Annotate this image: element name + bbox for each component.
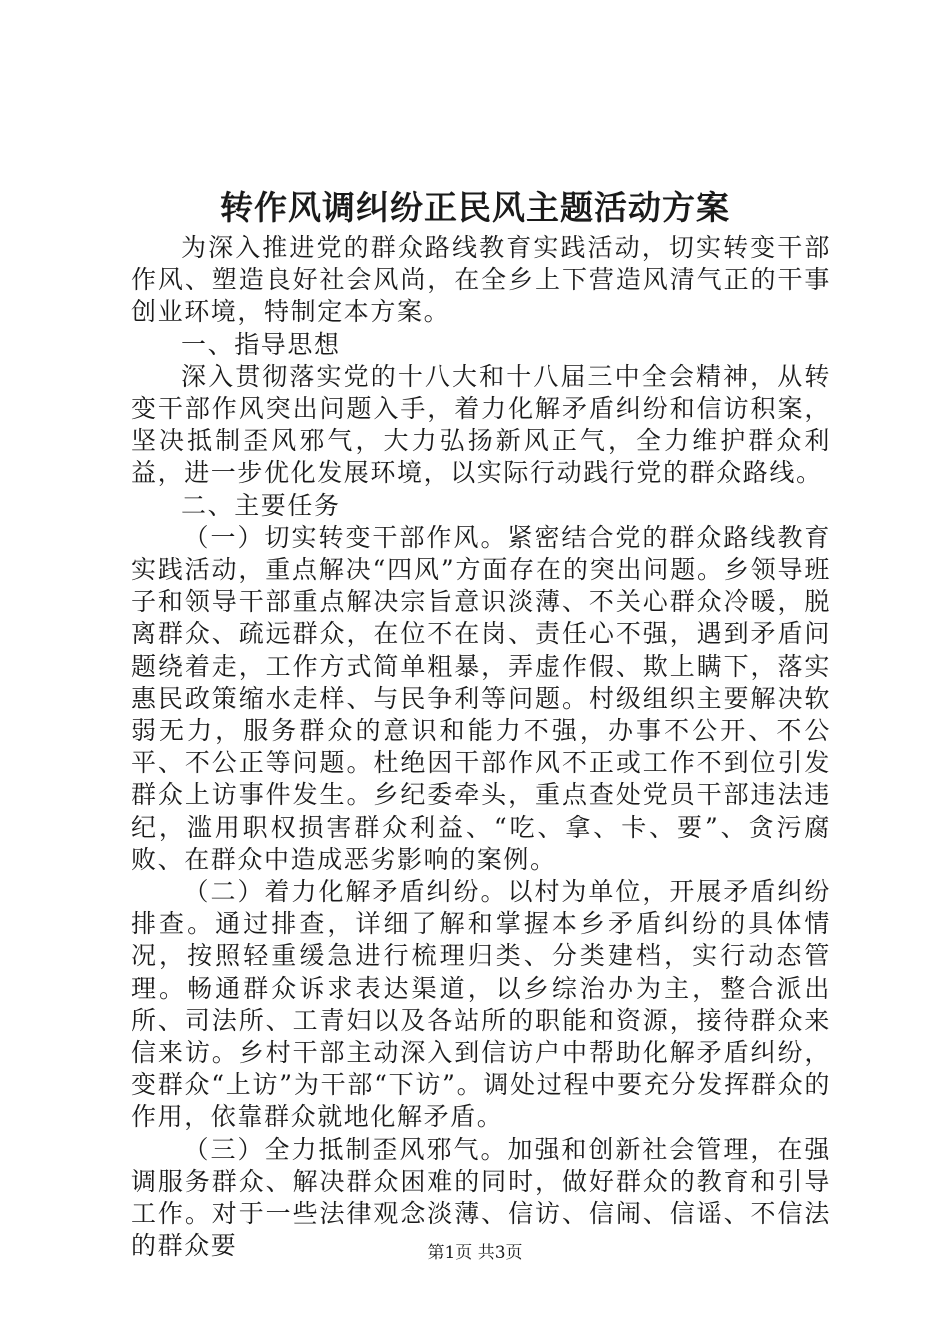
task-paragraph-2: （二）着力化解矛盾纠纷。以村为单位，开展矛盾纠纷排查。通过排查，详细了解和掌握本乡矛盾纠纷的具体情况，按照轻重缓急进行梳理归类、分类建档，实行动态管理。畅通群众诉求表达渠道，以乡综治办为主，整合派出所、司法所、工青妇以及各站所的职能和资源，接待群众来信来访。乡村干部主动深入到信访户中帮助化解矛盾纠纷，变群众“上访”为干部“下访”。调处过程中要充分发挥群众的作用，依靠群众就地化解矛盾。 xyxy=(131,877,831,1132)
document-body xyxy=(131,232,831,1263)
document-title: 转作风调纠纷正民风主题活动方案 xyxy=(220,188,730,227)
guiding-thought-paragraph: 深入贯彻落实党的十八大和十八届三中全会精神，从转变干部作风突出问题入手，着力化解矛盾纠纷和信访积案，坚决抵制歪风邪气，大力弘扬新风正气，全力维护群众利益，进一步优化发展环境，以实际行动践行党的群众路线。 xyxy=(131,361,831,488)
page-footer: 第1页 共3页 xyxy=(427,1243,523,1263)
intro-paragraph: 为深入推进党的群众路线教育实践活动，切实转变干部作风、塑造良好社会风尚，在全乡上下营造风清气正的干事创业环境，特制定本方案。 xyxy=(131,233,831,327)
task-paragraph-1: （一）切实转变干部作风。紧密结合党的群众路线教育实践活动，重点解决“四风”方面存在的突出问题。乡领导班子和领导干部重点解决宗旨意识淡薄、不关心群众冷暖，脱离群众、疏远群众，在位不在岗、责任心不强，遇到矛盾问题绕着走，工作方式简单粗暴，弄虚作假、欺上瞒下，落实惠民政策缩水走样、与民争利等问题。村级组织主要解决软弱无力，服务群众的意识和能力不强，办事不公开、不公平、不公正等问题。杜绝因干部作风不正或工作不到位引发群众上访事件发生。乡纪委牵头，重点查处党员干部违法违纪，滥用职权损害群众利益、“吃、拿、卡、要”、贪污腐败、在群众中造成恶劣影响的案例。 xyxy=(131,522,831,874)
section-heading-guiding-thought: 一、指导思想 xyxy=(181,329,341,359)
task-paragraph-3: （三）全力抵制歪风邪气。加强和创新社会管理，在强调服务群众、解决群众困难的同时，做好群众的教育和引导工作。对于一些法律观念淡薄、信访、信闹、信谣、不信法的群众要 xyxy=(131,1134,831,1261)
section-heading-main-tasks: 二、主要任务 xyxy=(181,490,341,520)
